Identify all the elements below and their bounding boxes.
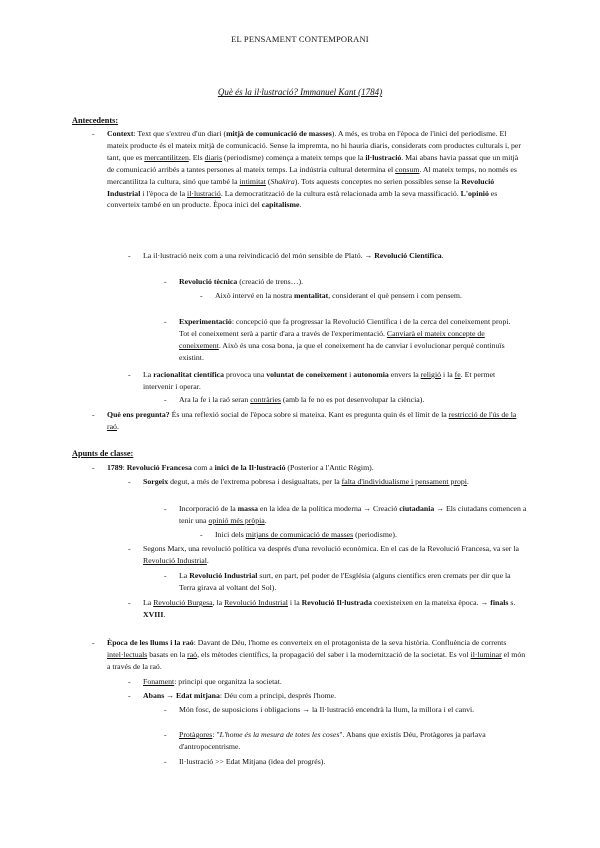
bullet-dash: - [92,129,95,138]
paragraph-illustracio-progres: Il·lustració >> Edat Mitjana (idea del progrés). [179,757,326,766]
bullet-dash: - [164,504,167,513]
section-heading-apunts: Apunts de classe: [72,449,134,458]
document-title: Què és la il·lustració? Immanuel Kant (1784) [217,87,383,97]
bullet-dash: - [164,317,167,326]
bullet-dash: - [92,410,95,419]
bullet-dash: - [128,370,131,379]
paragraph-fonament: Fonament: principi que organitza la societat. [143,677,282,686]
section-heading-antecedents: Antecedents: [72,116,119,125]
bullet-dash: - [200,530,203,539]
paragraph-massa: Incorporació de la massa en la idea de la política moderna → Creació ciutadania → Els ciutadans comencen a tenir una opinió més pròpia. [179,504,527,525]
bullet-dash: - [164,730,167,739]
bullet-dash: - [92,638,95,647]
bullet-dash: - [128,251,131,260]
paragraph-mon-fosc: Món fosc, de suposicions i obligacions → la Il·lustració encendrà la llum, la millora i el canvi. [179,705,475,714]
paragraph-illustracio-neix: La il·lustració neix com a una reivindicació del món sensible de Plató. → Revolució Científica. [143,251,444,260]
paragraph-mentalitat: Això intervé en la nostra mentalitat, considerant el què pensem i com pensem. [215,291,462,300]
page-header: EL PENSAMENT CONTEMPORANI [231,34,369,44]
paragraph-marx: Segons Marx, una revolució política va després d'una revolució econòmica. En el cas de la Revolució Francesa, va ser la Revolució Industrial. [143,544,519,565]
paragraph-revolucio-tecnica: Revolució tècnica (creació de trens…). [179,277,304,286]
paragraph-abans: Abans → Edat mitjana: Déu com a principi, després l'home. [143,691,337,700]
bullet-dash: - [128,691,131,700]
bullet-dash: - [164,277,167,286]
bullet-dash: - [164,757,167,766]
bullet-dash: - [128,544,131,553]
bullet-dash: - [92,463,95,472]
paragraph-mitjans: Inici dels mitjans de comunicació de masses (periodisme). [215,530,397,539]
paragraph-1789: 1789: Revolució Francesa com a inici de la Il·lustració (Posterior a l'Antic Règim). [107,463,374,472]
bullet-dash: - [164,395,167,404]
paragraph-protagores: Protàgores: "L'home és la mesura de totes les coses". Abans que existís Déu, Protàgores ja parlava d'antropocentrisme. [179,730,486,751]
bullet-dash: - [128,598,131,607]
paragraph-revolucio-industrial: La Revolució Industrial surt, en part, pel poder de l'Església (alguns científics eren cremats per dir que la Terra girava al voltant del Sol). [179,571,511,592]
paragraph-experimentacio: Experimentació: concepció que fa progressar la Revolució Científica i de la cerca del coneixement propi. Tot el coneixement serà a partir d'ara a través de l'experimentació. Canviarà el mateix concepte de coneixement. Això és una cosa bona, ja que el coneixement ha de canviar i evolucionar perquè continuïs existint. [179,317,511,362]
paragraph-racionalitat: La racionalitat científica provoca una voluntat de coneixement i autonomia envers la religió i la fe. Et permet intervenir i operar. [143,370,496,391]
bullet-dash: - [164,705,167,714]
paragraph-fe-rao: Ara la fe i la raó seran contràries (amb la fe no es pot desenvolupar la ciència). [179,395,425,404]
bullet-dash: - [200,291,203,300]
paragraph-context: Context: Text que s'extreu d'un diari (mitjà de comunicació de masses). A més, es troba en l'època de l'inici del periodisme. El mateix producte és el mateix mitjà de comunicació. Sense la impremta, no hi hauria diaris, considerats com productes culturals i, per tant, que es mercantilitzen. Els diaris (periodisme) comença a mateix temps que la il·lustració. Mai abans havia passat que un mitjà de comunicació arribés a tantes persones al mateix temps. La indústria cultural determina el consum. Al mateix temps, no només es mercantilitza la cultura, sinó que també la intimitat (Shakira). Tots aquests conceptes no serien possibles sense la Revolució Industrial i l'època de la il·lustració. La democratització de la cultura està relacionada amb la seva massificació. L'opinió es converteix també en un producte. Època inici del capitalisme. [107,129,521,210]
bullet-dash: - [164,571,167,580]
bullet-dash: - [128,677,131,686]
paragraph-sorgeix: Sorgeix degut, a més de l'extrema pobresa i desigualtats, per la falta d'individualisme i pensament propi. [143,477,469,486]
paragraph-que-ens-pregunta: Què ens pregunta? És una reflexió social de l'època sobre si mateixa. Kant es pregunta quin és el límit de la restricció de l'ús de la raó. [107,410,517,431]
paragraph-revolucio-burgesa: La Revolució Burgesa, la Revolució Industrial i la Revolució Il·lustrada coexisteixen en la mateixa època. → finals s. XVIII. [143,598,516,619]
paragraph-epoca-llums: Època de les llums i la raó: Davant de Déu, l'home es converteix en el protagonista de la seva història. Confluència de corrents intel·lectuals basats en la raó, els mètodes científics, la propagació del saber i la modernització de la societat. Es vol il·luminar el món a través de la raó. [107,638,526,671]
bullet-dash: - [128,477,131,486]
